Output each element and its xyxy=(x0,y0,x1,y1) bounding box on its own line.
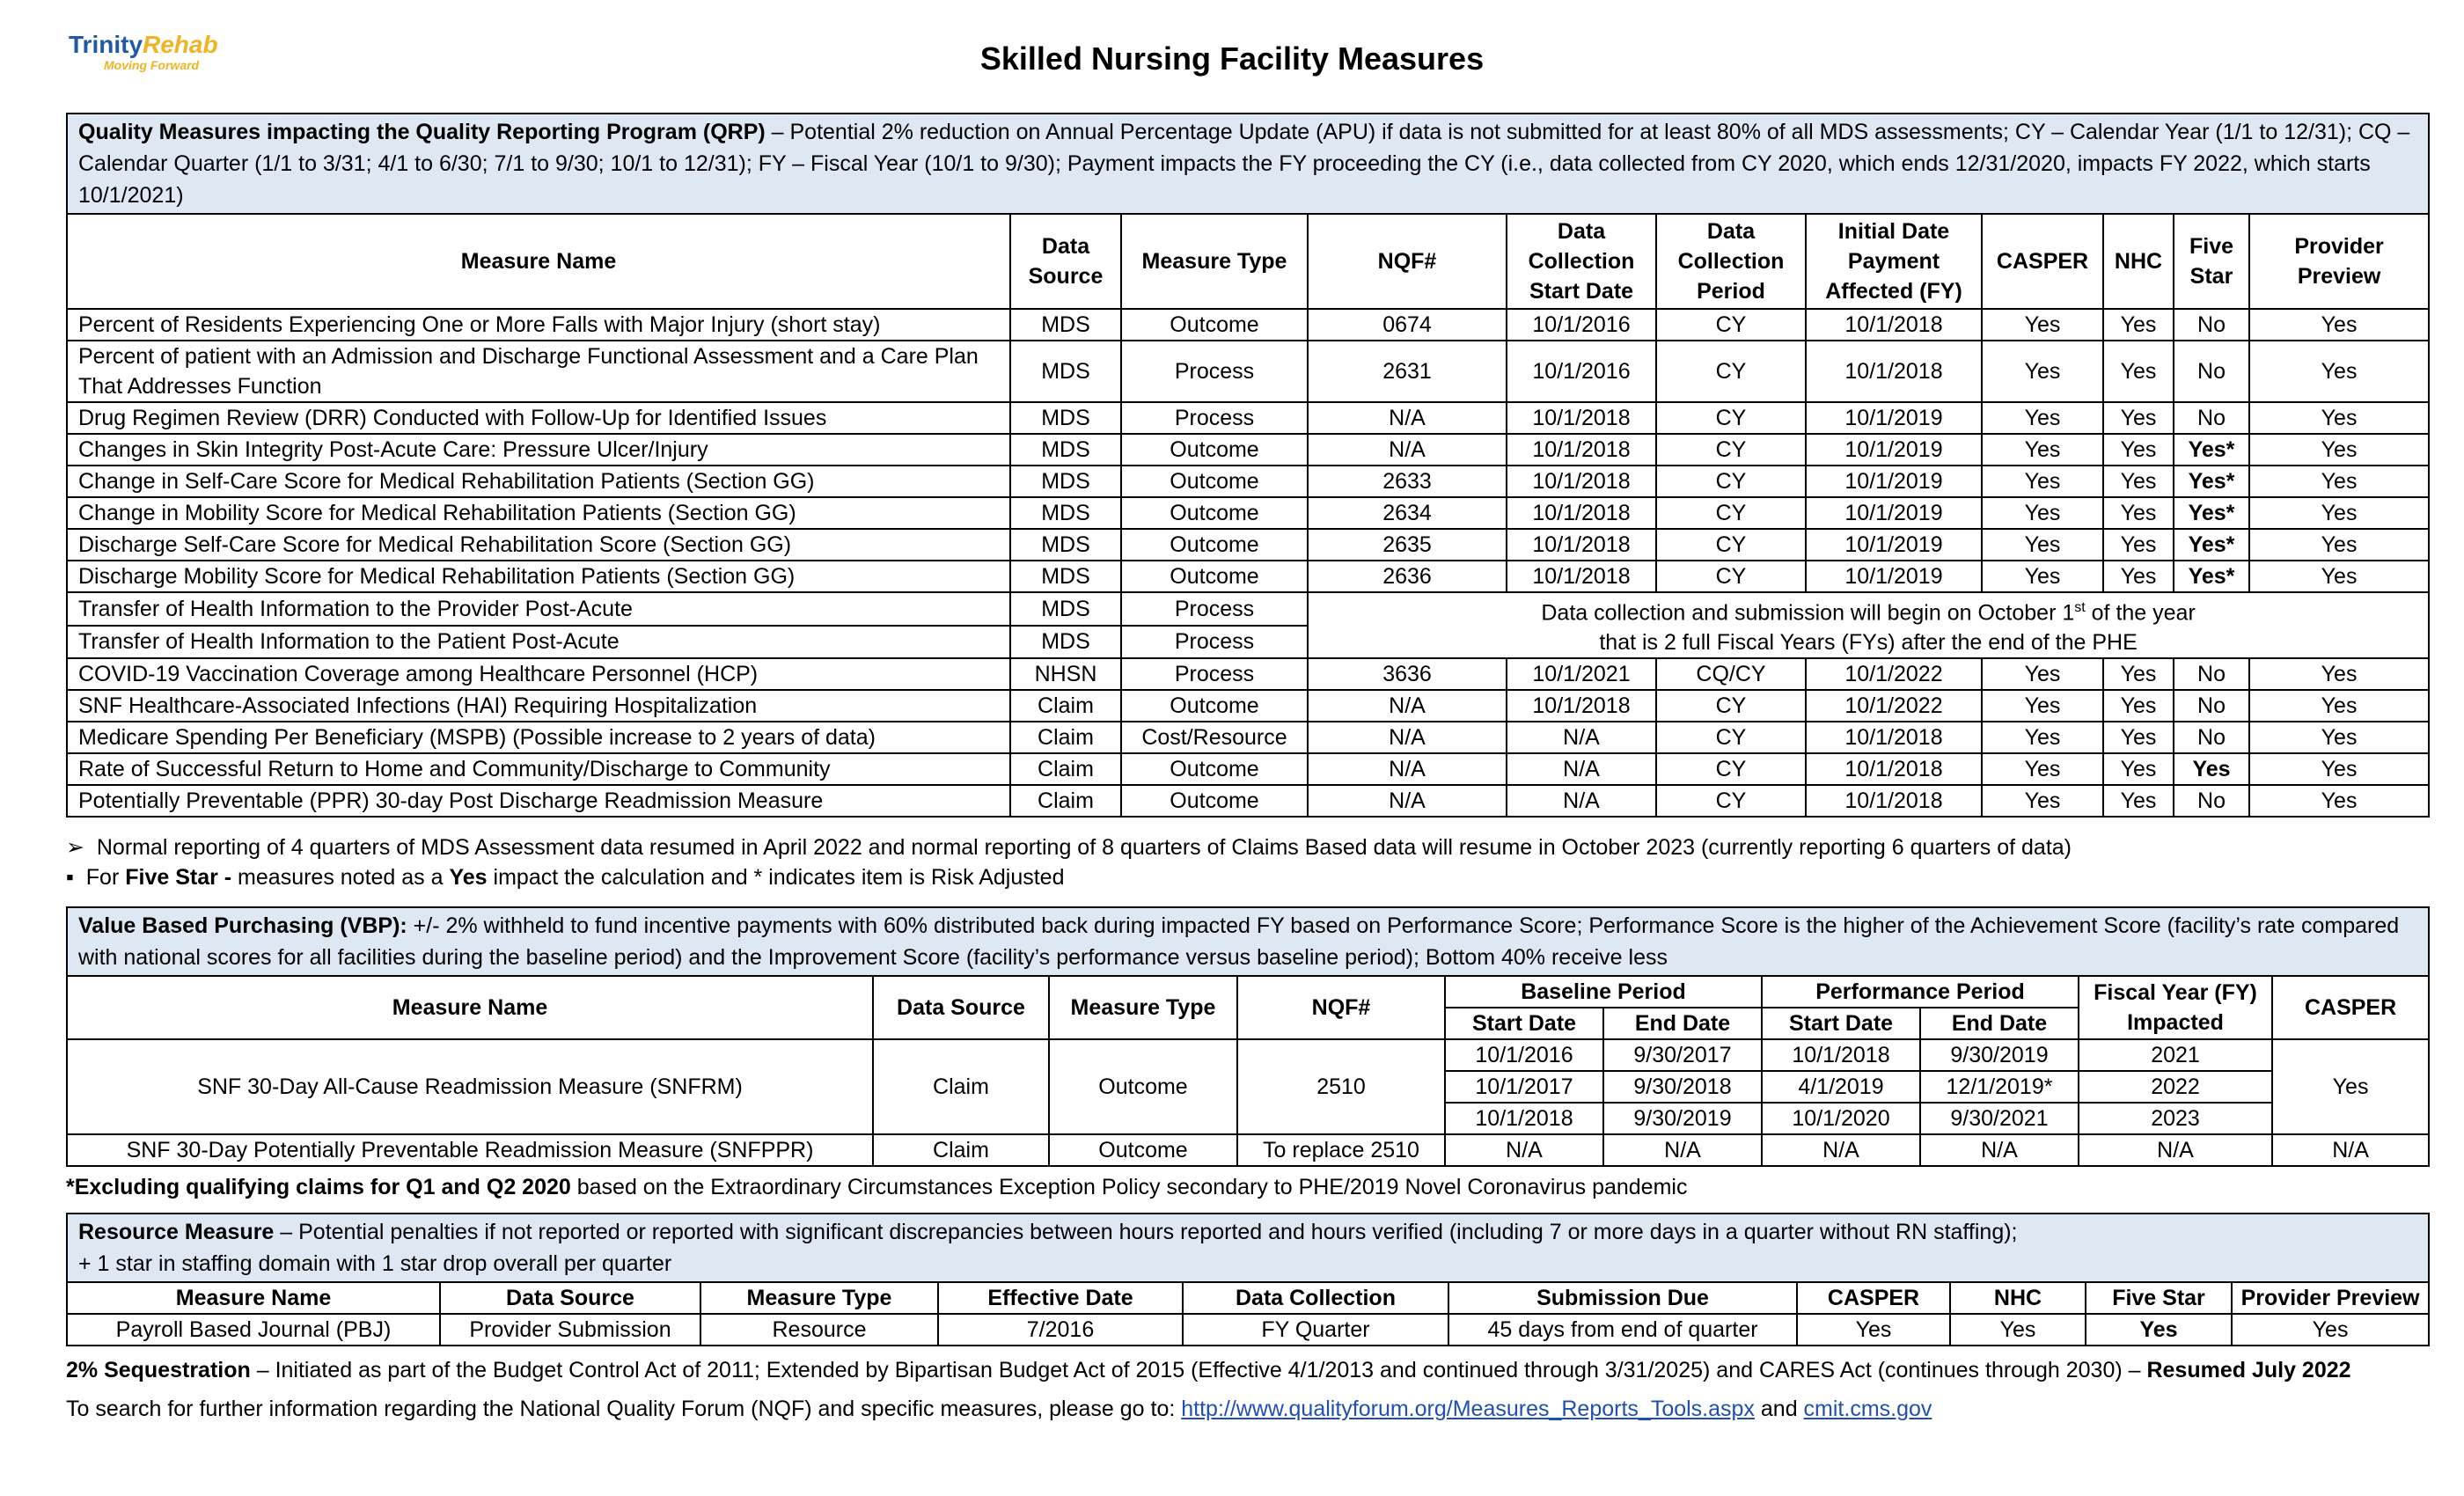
qrp-cell: Claim xyxy=(1010,753,1121,785)
vbp-period-cell: 9/30/2019 xyxy=(1603,1103,1762,1134)
qrp-cell: CY xyxy=(1656,561,1806,592)
resource-cell: Provider Submission xyxy=(440,1314,700,1346)
qrp-cell: 2636 xyxy=(1308,561,1507,592)
qrp-cell: Percent of Residents Experiencing One or More Falls with Major Injury (short stay) xyxy=(67,309,1010,341)
search-note-and: and xyxy=(1754,1397,1804,1421)
resource-col-header: Measure Name xyxy=(67,1282,440,1314)
resource-heading-line2: + 1 star in staffing domain with 1 star drop overall per quarter xyxy=(78,1251,672,1276)
vbp-snfppr-cell: To replace 2510 xyxy=(1237,1134,1445,1166)
qrp-cell: N/A xyxy=(1507,753,1656,785)
resource-col-header: Five Star xyxy=(2086,1282,2232,1314)
resource-row xyxy=(67,1314,2429,1346)
vbp-snfppr-cell: Claim xyxy=(873,1134,1049,1166)
qrp-cell: CY xyxy=(1656,785,1806,817)
vbp-col-performance: Performance Period xyxy=(1762,976,2079,1008)
resource-cell: 7/2016 xyxy=(938,1314,1183,1346)
qrp-cell: 2631 xyxy=(1308,341,1507,402)
qrp-cell: 10/1/2018 xyxy=(1806,785,1982,817)
qrp-cell: Process xyxy=(1121,658,1308,690)
resource-col-header: Data Source xyxy=(440,1282,700,1314)
qrp-cell: Yes xyxy=(2103,690,2174,722)
qrp-cell: Yes* xyxy=(2174,466,2249,497)
qrp-cell: 10/1/2018 xyxy=(1507,561,1656,592)
vbp-note-bold: *Excluding qualifying claims for Q1 and Q2 2020 xyxy=(66,1175,571,1199)
vbp-period-cell: 10/1/2018 xyxy=(1762,1039,1920,1071)
vbp-period-cell: 9/30/2021 xyxy=(1920,1103,2079,1134)
arrow-bullet-icon: ➢ xyxy=(66,835,84,860)
qrp-cell: Yes xyxy=(2249,785,2429,817)
qrp-cell: Claim xyxy=(1010,722,1121,753)
qrp-cell: Transfer of Health Information to the Provider Post-Acute xyxy=(67,592,1010,626)
qrp-cell: Medicare Spending Per Beneficiary (MSPB) (Possible increase to 2 years of data) xyxy=(67,722,1010,753)
qrp-cell: Yes xyxy=(2103,341,2174,402)
qrp-cell: Yes* xyxy=(2174,529,2249,561)
qrp-row xyxy=(67,402,2429,434)
vbp-snfppr-cell: N/A xyxy=(2272,1134,2429,1166)
qrp-cell: Yes xyxy=(1982,434,2103,466)
qrp-cell: Yes xyxy=(1982,753,2103,785)
qrp-cell: 2633 xyxy=(1308,466,1507,497)
qrp-cell: Yes xyxy=(2249,402,2429,434)
qrp-cell: 10/1/2016 xyxy=(1507,309,1656,341)
vbp-snfrm-source: Claim xyxy=(873,1039,1049,1134)
qrp-cell: MDS xyxy=(1010,341,1121,402)
vbp-snfppr-row xyxy=(67,1134,2429,1166)
qrp-cell: No xyxy=(2174,722,2249,753)
qrp-col-header: Initial Date Payment Affected (FY) xyxy=(1806,214,1982,309)
qrp-note-1 xyxy=(66,832,2072,862)
qrp-col-header: Measure Type xyxy=(1121,214,1308,309)
qrp-cell: 2634 xyxy=(1308,497,1507,529)
transfer-note-part-1: Data collection and submission will begin on October 1 xyxy=(1541,600,2075,626)
qrp-row xyxy=(67,785,2429,817)
qrp-cell: 10/1/2018 xyxy=(1507,434,1656,466)
resource-col-header: CASPER xyxy=(1797,1282,1950,1314)
qrp-cell: Yes xyxy=(2103,529,2174,561)
qrp-cell: Yes xyxy=(2249,753,2429,785)
qrp-note-2-b: Five Star - xyxy=(125,865,232,890)
resource-header-row xyxy=(67,1282,2429,1314)
qrp-cell: No xyxy=(2174,785,2249,817)
qrp-row xyxy=(67,341,2429,402)
resource-col-header: Data Collection xyxy=(1183,1282,1448,1314)
vbp-period-cell: 2021 xyxy=(2079,1039,2272,1071)
qrp-heading xyxy=(67,114,2429,214)
qrp-cell: CY xyxy=(1656,434,1806,466)
qrp-cell: CY xyxy=(1656,497,1806,529)
resource-col-header: Provider Preview xyxy=(2232,1282,2429,1314)
qrp-cell: Process xyxy=(1121,402,1308,434)
vbp-snfppr-cell: N/A xyxy=(1445,1134,1603,1166)
qrp-row xyxy=(67,497,2429,529)
qrp-cell: Outcome xyxy=(1121,561,1308,592)
qrp-cell: MDS xyxy=(1010,309,1121,341)
qrp-col-header: Data Source xyxy=(1010,214,1121,309)
qrp-cell: Yes xyxy=(2103,785,2174,817)
qrp-cell: Process xyxy=(1121,592,1308,626)
qrp-cell: MDS xyxy=(1010,626,1121,659)
logo-tagline: Moving Forward xyxy=(104,58,200,72)
qrp-cell: CY xyxy=(1656,309,1806,341)
vbp-snfppr-cell: SNF 30-Day Potentially Preventable Readmission Measure (SNFPPR) xyxy=(67,1134,873,1166)
qrp-cell: N/A xyxy=(1308,690,1507,722)
qrp-row xyxy=(67,466,2429,497)
qrp-cell: Discharge Self-Care Score for Medical Rehabilitation Score (Section GG) xyxy=(67,529,1010,561)
qrp-row xyxy=(67,658,2429,690)
qrp-cell: 10/1/2019 xyxy=(1806,402,1982,434)
qrp-col-header: Provider Preview xyxy=(2249,214,2429,309)
qrp-row xyxy=(67,434,2429,466)
qrp-cell: 10/1/2019 xyxy=(1806,561,1982,592)
qrp-note-2-d: Yes xyxy=(449,865,488,890)
qrp-cell: Yes xyxy=(2249,341,2429,402)
vbp-note-text: based on the Extraordinary Circumstances Exception Policy secondary to PHE/2019 Novel Coronavirus pandemic xyxy=(570,1175,1688,1199)
qrp-cell: 10/1/2019 xyxy=(1806,497,1982,529)
qrp-cell: 10/1/2016 xyxy=(1507,341,1656,402)
qrp-cell: Yes xyxy=(2103,658,2174,690)
vbp-col-source: Data Source xyxy=(873,976,1049,1039)
vbp-col-fy: Fiscal Year (FY) Impacted xyxy=(2079,976,2272,1039)
qrp-cell: 10/1/2018 xyxy=(1806,341,1982,402)
qrp-cell: N/A xyxy=(1308,434,1507,466)
sequestration-resumed: Resumed July 2022 xyxy=(2146,1358,2351,1382)
qrp-cell: 10/1/2018 xyxy=(1507,529,1656,561)
qrp-transfer-note xyxy=(1308,592,2429,658)
vbp-heading-title: Value Based Purchasing (VBP): xyxy=(78,913,407,938)
vbp-heading-text: +/- 2% withheld to fund incentive payments with 60% distributed back during impacted FY based on Performance Score; Performance Score is the higher of the Achievement Score (facility’s rate compared with national scores for all facilities during the baseline period) and the Improvement Score (facility’s performance versus baseline period); Bottom 40% receive less xyxy=(78,913,2400,970)
vbp-col-baseline: Baseline Period xyxy=(1445,976,1762,1008)
qrp-cell: Change in Self-Care Score for Medical Rehabilitation Patients (Section GG) xyxy=(67,466,1010,497)
qrp-cell: Yes xyxy=(2103,561,2174,592)
vbp-period-cell: 12/1/2019* xyxy=(1920,1071,2079,1103)
qrp-cell: SNF Healthcare-Associated Infections (HAI) Requiring Hospitalization xyxy=(67,690,1010,722)
vbp-col-baseline-start: Start Date xyxy=(1445,1008,1603,1039)
qrp-row xyxy=(67,561,2429,592)
qrp-note-2-c: measures noted as a xyxy=(231,865,450,890)
vbp-col-performance-start: Start Date xyxy=(1762,1008,1920,1039)
qrp-col-header: NQF# xyxy=(1308,214,1507,309)
qrp-cell: Yes xyxy=(1982,722,2103,753)
resource-col-header: NHC xyxy=(1950,1282,2086,1314)
qrp-cell: CY xyxy=(1656,753,1806,785)
qrp-cell: Yes xyxy=(2249,529,2429,561)
qrp-cell: Yes xyxy=(1982,690,2103,722)
qrp-cell: Yes xyxy=(1982,785,2103,817)
qrp-cell: Drug Regimen Review (DRR) Conducted with Follow-Up for Identified Issues xyxy=(67,402,1010,434)
qrp-cell: Outcome xyxy=(1121,753,1308,785)
vbp-snfrm-type: Outcome xyxy=(1049,1039,1237,1134)
resource-heading-text: – Potential penalties if not reported or reported with significant discrepancies between hours reported and hours verified (including 7 or more days in a quarter without RN staffing); xyxy=(274,1220,2018,1244)
resource-cell: Resource xyxy=(700,1314,938,1346)
qrp-cell: MDS xyxy=(1010,592,1121,626)
qrp-col-header: CASPER xyxy=(1982,214,2103,309)
qrp-cell: Yes* xyxy=(2174,434,2249,466)
qrp-col-header: NHC xyxy=(2103,214,2174,309)
qrp-cell: MDS xyxy=(1010,529,1121,561)
qrp-cell: 0674 xyxy=(1308,309,1507,341)
qrp-cell: Yes xyxy=(1982,402,2103,434)
resource-heading-title: Resource Measure xyxy=(78,1220,275,1244)
qrp-cell: Yes xyxy=(2103,753,2174,785)
qrp-cell: 10/1/2021 xyxy=(1507,658,1656,690)
logo-text-b: Rehab xyxy=(143,31,218,58)
qrp-cell: Yes xyxy=(2249,658,2429,690)
qrp-cell: CY xyxy=(1656,466,1806,497)
qrp-cell: Yes xyxy=(2174,753,2249,785)
cmit-link[interactable]: cmit.cms.gov xyxy=(1803,1397,1932,1421)
qrp-cell: Rate of Successful Return to Home and Community/Discharge to Community xyxy=(67,753,1010,785)
qrp-row xyxy=(67,309,2429,341)
qrp-cell: 10/1/2018 xyxy=(1507,466,1656,497)
qrp-cell: 10/1/2018 xyxy=(1806,309,1982,341)
vbp-period-cell: 4/1/2019 xyxy=(1762,1071,1920,1103)
sequestration-note xyxy=(66,1355,2351,1385)
qrp-cell: Claim xyxy=(1010,690,1121,722)
resource-cell: FY Quarter xyxy=(1183,1314,1448,1346)
qrp-col-header: Five Star xyxy=(2174,214,2249,309)
vbp-period-cell: 2023 xyxy=(2079,1103,2272,1134)
qrp-cell: No xyxy=(2174,658,2249,690)
qrp-note-1-text: Normal reporting of 4 quarters of MDS Assessment data resumed in April 2022 and normal reporting of 8 quarters of Claims Based data will resume in October 2023 (currently reporting 6 quarters of data) xyxy=(96,835,2072,860)
resource-cell: Yes xyxy=(2086,1314,2232,1346)
qrp-cell: Yes xyxy=(1982,341,2103,402)
qrp-cell: Outcome xyxy=(1121,466,1308,497)
vbp-period-cell: 9/30/2017 xyxy=(1603,1039,1762,1071)
qrp-row xyxy=(67,722,2429,753)
qrp-cell: Outcome xyxy=(1121,434,1308,466)
qrp-cell: Yes xyxy=(2249,497,2429,529)
transfer-note-line-2: that is 2 full Fiscal Years (FYs) after the end of the PHE xyxy=(1599,630,2138,656)
qrp-cell: Yes xyxy=(2249,722,2429,753)
vbp-snfrm-name: SNF 30-Day All-Cause Readmission Measure (SNFRM) xyxy=(67,1039,873,1134)
qrp-cell: Process xyxy=(1121,341,1308,402)
resource-heading xyxy=(67,1214,2429,1282)
resource-col-header: Measure Type xyxy=(700,1282,938,1314)
qrp-cell: CY xyxy=(1656,529,1806,561)
resource-col-header: Submission Due xyxy=(1448,1282,1797,1314)
qrp-cell: 10/1/2019 xyxy=(1806,434,1982,466)
qrp-cell: Yes xyxy=(2249,309,2429,341)
qrp-cell: Yes xyxy=(1982,466,2103,497)
vbp-note xyxy=(66,1172,1687,1202)
qrp-cell: 10/1/2022 xyxy=(1806,658,1982,690)
vbp-snfrm-casper: Yes xyxy=(2272,1039,2429,1134)
qrp-cell: N/A xyxy=(1308,722,1507,753)
qrp-cell: Yes xyxy=(1982,309,2103,341)
qrp-cell: Outcome xyxy=(1121,690,1308,722)
qrp-cell: N/A xyxy=(1507,785,1656,817)
transfer-note-sup: st xyxy=(2074,600,2086,615)
qrp-cell: Outcome xyxy=(1121,497,1308,529)
qrp-note-2-e: impact the calculation and * indicates item is Risk Adjusted xyxy=(487,865,1065,890)
qrp-cell: CY xyxy=(1656,341,1806,402)
vbp-col-performance-end: End Date xyxy=(1920,1008,2079,1039)
qrp-cell: Process xyxy=(1121,626,1308,659)
qrp-cell: MDS xyxy=(1010,434,1121,466)
vbp-col-measure: Measure Name xyxy=(67,976,873,1039)
qrp-cell: Yes xyxy=(2103,309,2174,341)
vbp-snfppr-cell: Outcome xyxy=(1049,1134,1237,1166)
vbp-col-type: Measure Type xyxy=(1049,976,1237,1039)
qrp-cell: Yes xyxy=(1982,529,2103,561)
vbp-period-cell: 10/1/2018 xyxy=(1445,1103,1603,1134)
logo-text-a: Trinity xyxy=(69,31,143,58)
qrp-col-header: Data Collection Period xyxy=(1656,214,1806,309)
qrp-cell: Discharge Mobility Score for Medical Rehabilitation Patients (Section GG) xyxy=(67,561,1010,592)
qrp-cell: Outcome xyxy=(1121,309,1308,341)
vbp-col-casper: CASPER xyxy=(2272,976,2429,1039)
qrp-cell: Yes xyxy=(1982,497,2103,529)
qrp-cell: Change in Mobility Score for Medical Rehabilitation Patients (Section GG) xyxy=(67,497,1010,529)
qrp-cell: Yes xyxy=(1982,561,2103,592)
qrp-col-header: Data Collection Start Date xyxy=(1507,214,1656,309)
page-title: Skilled Nursing Facility Measures xyxy=(979,40,1485,77)
qrp-cell: Yes xyxy=(2103,434,2174,466)
qrp-cell: Outcome xyxy=(1121,785,1308,817)
vbp-period-cell: 2022 xyxy=(2079,1071,2272,1103)
qrp-cell: 10/1/2018 xyxy=(1507,497,1656,529)
qrp-cell: MDS xyxy=(1010,497,1121,529)
qrp-cell: 10/1/2019 xyxy=(1806,466,1982,497)
square-bullet-icon: ▪ xyxy=(66,865,74,890)
qrp-cell: Outcome xyxy=(1121,529,1308,561)
qrp-cell: MDS xyxy=(1010,561,1121,592)
qrp-cell: Yes xyxy=(2103,402,2174,434)
sequestration-text: – Initiated as part of the Budget Control Act of 2011; Extended by Bipartisan Budget Act of 2015 (Effective 4/1/2013 and continued through 3/31/2025) and CARES Act (continues through 2030) – xyxy=(250,1358,2147,1382)
resource-cell: Yes xyxy=(2232,1314,2429,1346)
resource-cell: Yes xyxy=(1950,1314,2086,1346)
vbp-col-baseline-end: End Date xyxy=(1603,1008,1762,1039)
qrp-cell: Yes xyxy=(2249,690,2429,722)
search-note-text: To search for further information regarding the National Quality Forum (NQF) and specific measures, please go to: xyxy=(66,1397,1182,1421)
vbp-snfrm-row xyxy=(67,1039,2429,1071)
vbp-period-cell: 10/1/2016 xyxy=(1445,1039,1603,1071)
qrp-cell: Potentially Preventable (PPR) 30-day Post Discharge Readmission Measure xyxy=(67,785,1010,817)
qrp-note-2-a: For xyxy=(85,865,126,890)
qrp-cell: CY xyxy=(1656,722,1806,753)
qrp-cell: Yes xyxy=(2249,466,2429,497)
qrp-cell: 10/1/2022 xyxy=(1806,690,1982,722)
qrp-cell: 3636 xyxy=(1308,658,1507,690)
qrp-cell: 10/1/2018 xyxy=(1507,402,1656,434)
qrp-cell: Percent of patient with an Admission and Discharge Functional Assessment and a Care Plan That Addresses Function xyxy=(67,341,1010,402)
qrp-cell: 10/1/2019 xyxy=(1806,529,1982,561)
qrp-cell: 10/1/2018 xyxy=(1507,690,1656,722)
qrp-table xyxy=(66,113,2430,818)
resource-cell: Yes xyxy=(1797,1314,1950,1346)
vbp-period-cell: 10/1/2020 xyxy=(1762,1103,1920,1134)
qrp-note-2 xyxy=(66,862,1064,892)
qrp-cell: N/A xyxy=(1308,402,1507,434)
qrp-cell: Cost/Resource xyxy=(1121,722,1308,753)
qrp-cell: No xyxy=(2174,309,2249,341)
qrp-cell: MDS xyxy=(1010,402,1121,434)
qrp-col-header: Measure Name xyxy=(67,214,1010,309)
qrp-cell: Yes xyxy=(2103,722,2174,753)
qrp-cell: Yes xyxy=(2103,497,2174,529)
qrp-cell: Changes in Skin Integrity Post-Acute Care: Pressure Ulcer/Injury xyxy=(67,434,1010,466)
qrp-transfer-row xyxy=(67,592,2429,626)
sequestration-title: 2% Sequestration xyxy=(66,1358,251,1382)
qrp-cell: Claim xyxy=(1010,785,1121,817)
resource-col-header: Effective Date xyxy=(938,1282,1183,1314)
qrp-row xyxy=(67,690,2429,722)
qrp-row xyxy=(67,753,2429,785)
vbp-table xyxy=(66,906,2430,1167)
qrp-cell: CY xyxy=(1656,402,1806,434)
resource-cell: Payroll Based Journal (PBJ) xyxy=(67,1314,440,1346)
qrp-cell: MDS xyxy=(1010,466,1121,497)
qrp-cell: Yes* xyxy=(2174,497,2249,529)
qrp-cell: Transfer of Health Information to the Patient Post-Acute xyxy=(67,626,1010,659)
qrp-cell: No xyxy=(2174,341,2249,402)
qrp-cell: Yes xyxy=(2249,434,2429,466)
qrp-cell: 10/1/2018 xyxy=(1806,722,1982,753)
qrp-heading-text: – Potential 2% reduction on Annual Percentage Update (APU) if data is not submitted for at least 80% of all MDS assessments; CY – Calendar Year (1/1 to 12/31); CQ – Calendar Quarter (1/1 to 3/31; 4/1 to 6/30; 7/1 to 9/30; 10/1 to 12/31); FY – Fiscal Year (10/1 to 9/30); Payment impacts the FY proceeding the CY (i.e., data collected from CY 2020, which ends 12/31/2020, impacts FY 2022, which starts 10/1/2021) xyxy=(78,120,2410,208)
vbp-col-nqf: NQF# xyxy=(1237,976,1445,1039)
qrp-cell: N/A xyxy=(1308,753,1507,785)
qrp-cell: Yes xyxy=(1982,658,2103,690)
vbp-period-cell: 10/1/2017 xyxy=(1445,1071,1603,1103)
transfer-note-part-2: of the year xyxy=(2085,600,2196,626)
qrp-cell: COVID-19 Vaccination Coverage among Healthcare Personnel (HCP) xyxy=(67,658,1010,690)
vbp-snfrm-nqf: 2510 xyxy=(1237,1039,1445,1134)
qualityforum-link[interactable]: http://www.qualityforum.org/Measures_Reports_Tools.aspx xyxy=(1181,1397,1755,1421)
vbp-snfppr-cell: N/A xyxy=(1603,1134,1762,1166)
resource-table xyxy=(66,1213,2430,1346)
vbp-heading xyxy=(67,907,2429,976)
qrp-cell: No xyxy=(2174,402,2249,434)
vbp-period-cell: 9/30/2019 xyxy=(1920,1039,2079,1071)
qrp-cell: 2635 xyxy=(1308,529,1507,561)
resource-cell: 45 days from end of quarter xyxy=(1448,1314,1797,1346)
qrp-heading-title: Quality Measures impacting the Quality Reporting Program (QRP) xyxy=(78,120,766,144)
vbp-snfppr-cell: N/A xyxy=(1920,1134,2079,1166)
qrp-cell: 10/1/2018 xyxy=(1806,753,1982,785)
search-note xyxy=(66,1394,1932,1424)
qrp-cell: Yes xyxy=(2249,561,2429,592)
qrp-cell: N/A xyxy=(1507,722,1656,753)
qrp-cell: Yes xyxy=(2103,466,2174,497)
qrp-row xyxy=(67,529,2429,561)
qrp-cell: CY xyxy=(1656,690,1806,722)
vbp-snfppr-cell: N/A xyxy=(2079,1134,2272,1166)
vbp-period-cell: 9/30/2018 xyxy=(1603,1071,1762,1103)
qrp-cell: Yes* xyxy=(2174,561,2249,592)
qrp-cell: NHSN xyxy=(1010,658,1121,690)
qrp-cell: CQ/CY xyxy=(1656,658,1806,690)
qrp-cell: No xyxy=(2174,690,2249,722)
vbp-snfppr-cell: N/A xyxy=(1762,1134,1920,1166)
vbp-header-row-1 xyxy=(67,976,2429,1008)
qrp-cell: N/A xyxy=(1308,785,1507,817)
qrp-header-row xyxy=(67,214,2429,309)
